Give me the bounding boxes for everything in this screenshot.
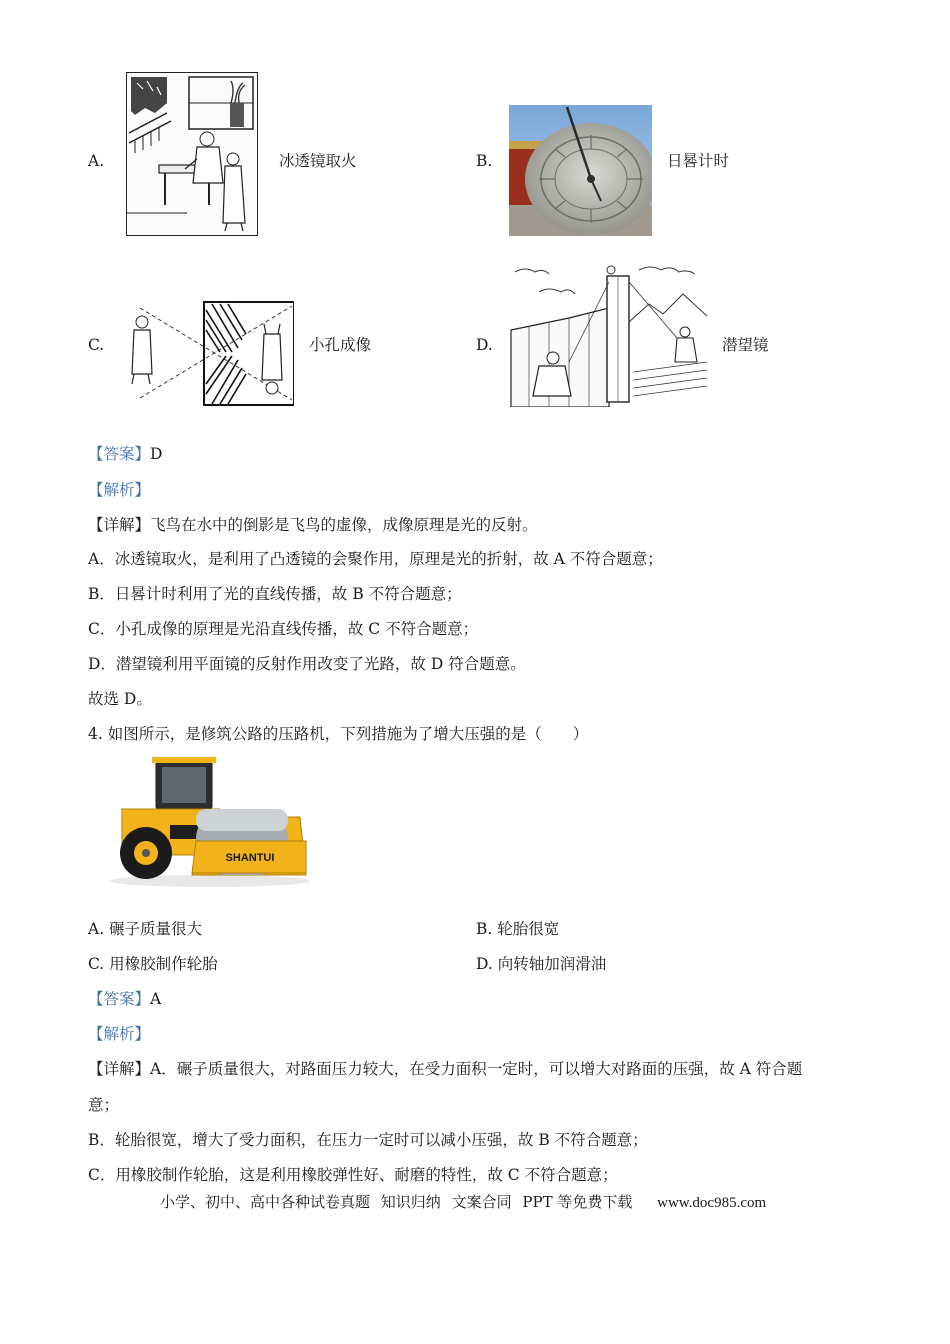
q4-detail-b: B．轮胎很宽，增大了受力面积，在压力一定时可以减小压强，故 B 不符合题意；	[88, 1131, 648, 1149]
footer-site-link[interactable]: www.doc985.com	[657, 1195, 767, 1211]
q3-detail-intro	[88, 514, 538, 536]
roller-brand-text: SHANTUI	[225, 852, 275, 864]
answer-tag: 【答案】	[88, 445, 151, 463]
q3-detail-line-a: A．冰透镜取火，是利用了凸透镜的会聚作用，原理是光的折射，故 A 不符合题意；	[88, 550, 663, 568]
q3-answer	[88, 443, 162, 465]
q4-option-c: C. 用橡胶制作轮胎	[88, 955, 218, 973]
q3-detail-line-c: C．小孔成像的原理是光沿直线传播，故 C 不符合题意；	[88, 620, 479, 638]
option-b-caption: 日晷计时	[667, 152, 730, 170]
detail-tag: 【详解】	[88, 516, 151, 534]
ancient-fire-lens-scene-icon	[126, 72, 258, 236]
footer-item: 文案合同	[451, 1193, 512, 1211]
option-c-letter: C.	[88, 336, 105, 354]
q4-option-b: B. 轮胎很宽	[476, 920, 560, 938]
q3-conclusion: 故选 D。	[88, 690, 152, 708]
option-d-letter: D.	[476, 336, 493, 354]
q4-detail-a-text: A．碾子质量很大，对路面压力较大，在受力面积一定时，可以增大对路面的压强，故 A 符合题	[150, 1060, 803, 1078]
option-d-caption: 潜望镜	[722, 336, 769, 354]
detail-intro-text: 飞鸟在水中的倒影是飞鸟的虚像，成像原理是光的反射。	[150, 516, 538, 534]
q4-detail-a	[88, 1058, 802, 1080]
option-c-caption: 小孔成像	[309, 336, 372, 354]
footer-item: PPT 等免费下载	[522, 1193, 633, 1211]
q3-detail-line-d: D．潜望镜利用平面镜的反射作用改变了光路，故 D 符合题意。	[88, 655, 526, 673]
option-b-letter: B.	[476, 152, 493, 170]
option-a-caption: 冰透镜取火	[279, 152, 357, 170]
q3-analysis-tag: 【解析】	[88, 481, 151, 499]
page-footer	[160, 1191, 772, 1212]
sundial-photo-icon	[509, 105, 652, 236]
q3-detail-line-b: B．日晷计时利用了光的直线传播，故 B 不符合题意；	[88, 585, 462, 603]
q4-answer-value: A	[150, 990, 162, 1008]
road-roller-photo-icon	[100, 755, 310, 890]
answer-value: D	[150, 445, 163, 463]
option-a-letter: A.	[88, 152, 105, 170]
q4-detail-tag: 【详解】	[88, 1060, 151, 1078]
q4-option-d: D. 向转轴加润滑油	[476, 955, 607, 973]
q4-option-a: A. 碾子质量很大	[88, 920, 203, 938]
q4-answer-tag: 【答案】	[88, 990, 151, 1008]
q4-detail-c: C．用橡胶制作轮胎，这是利用橡胶弹性好、耐磨的特性，故 C 不符合题意；	[88, 1166, 618, 1184]
q4-detail-a-cont: 意；	[88, 1096, 120, 1114]
q4-question: 4. 如图所示，是修筑公路的压路机，下列措施为了增大压强的是（ ）	[88, 725, 589, 743]
footer-item: 小学、初中、高中各种试卷真题	[160, 1193, 371, 1211]
pinhole-imaging-diagram-icon	[122, 300, 294, 407]
q4-answer	[88, 988, 161, 1010]
footer-item: 知识归纳	[380, 1193, 441, 1211]
ancient-periscope-scene-icon	[509, 262, 707, 407]
q4-analysis-tag: 【解析】	[88, 1025, 151, 1043]
